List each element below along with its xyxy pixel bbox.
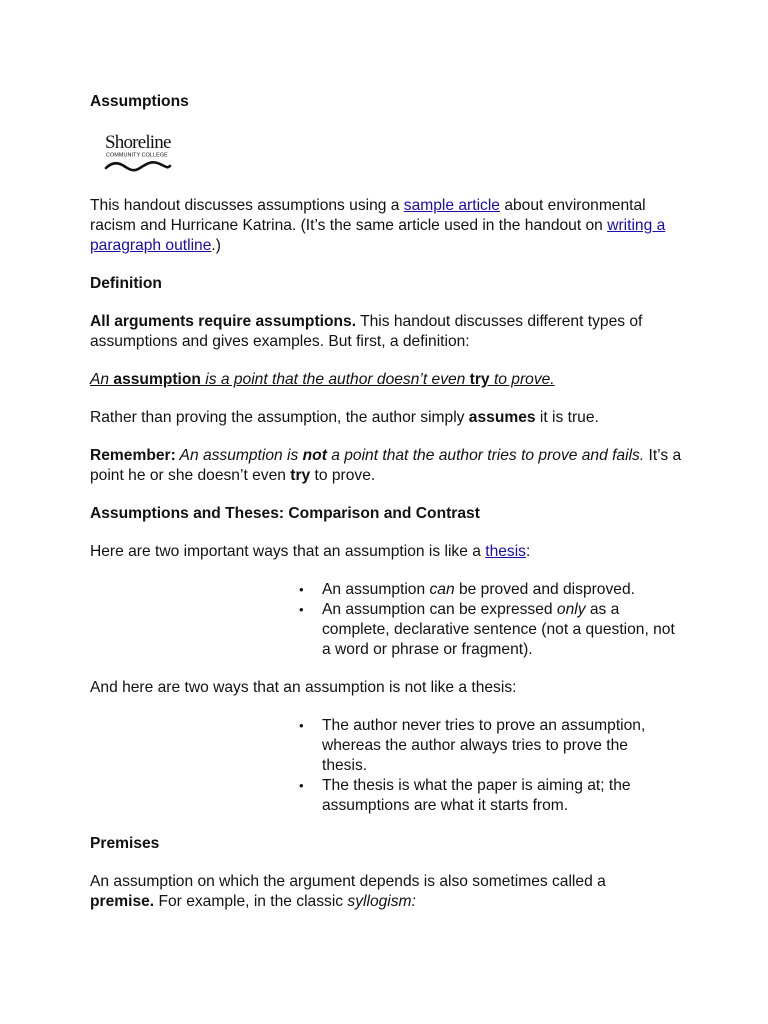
remember-try: try (290, 467, 311, 484)
logo-wordmark: Shoreline (105, 132, 171, 153)
definition-text-2: is a point that the author doesn’t even (200, 371, 470, 388)
definition-text-1: An (90, 371, 114, 388)
definition-statement (90, 370, 690, 390)
assumes-paragraph (90, 408, 690, 428)
page-title: Assumptions (90, 93, 189, 110)
like-thesis-paragraph (90, 542, 690, 562)
syllogism-italic: syllogism: (347, 893, 416, 910)
premises-heading: Premises (90, 835, 160, 852)
list-item: • The thesis is what the paper is aiming at; the assumptions are what it starts from. (90, 776, 690, 816)
remember-label: Remember: (90, 447, 176, 464)
comparison-heading: Assumptions and Theses: Comparison and Contrast (90, 505, 480, 522)
intro-text-1: This handout discusses assumptions using a (90, 197, 404, 214)
shoreline-logo (104, 130, 174, 176)
like-thesis-list (90, 580, 690, 660)
assumes-text-1: Rather than proving the assumption, the author simply (90, 409, 469, 426)
remember-italic-2: a point that the author tries to prove and fails. (326, 447, 645, 464)
intro-text-2: about environmental racism and Hurricane Katrina. (It’s the same article used in the handout on (90, 197, 646, 234)
like-text-1: Here are two important ways that an assumption is like a (90, 543, 486, 560)
definition-try: try (469, 371, 490, 388)
intro-paragraph (90, 196, 690, 256)
remember-italic-1: An assumption is (175, 447, 303, 464)
arguments-rest-text: This handout discusses different types of assumptions and gives examples. But first, a definition: (90, 313, 643, 350)
arguments-paragraph (90, 312, 690, 352)
list-item: • The author never tries to prove an assumption, whereas the author always tries to prove the thesis. (90, 716, 690, 776)
definition-term: assumption (113, 371, 201, 388)
definition-heading: Definition (90, 275, 162, 292)
document-body (90, 92, 690, 930)
list-item: • An assumption can be proved and disproved. (90, 580, 690, 600)
paragraph-outline-link[interactable]: writing a paragraph outline (90, 217, 666, 254)
unlike-thesis-paragraph: And here are two ways that an assumption is not like a thesis: (90, 679, 517, 696)
assumes-text-2: it is true. (535, 409, 599, 426)
logo-swoosh (106, 162, 170, 170)
definition-text-3: to prove. (489, 371, 555, 388)
premises-paragraph (90, 872, 650, 912)
remember-not: not (302, 447, 327, 464)
remember-text-2: to prove. (310, 467, 376, 484)
remember-text-1: It’s a point he or she doesn’t even (90, 447, 682, 484)
list-item: • An assumption can be expressed only as a complete, declarative sentence (not a question, not a word or phrase or fragment). (90, 600, 690, 660)
premise-bold: premise. (90, 893, 155, 910)
premises-text-1: An assumption on which the argument depends is also sometimes called a (90, 873, 606, 890)
logo-subtitle: COMMUNITY COLLEGE (106, 152, 168, 159)
remember-paragraph (90, 446, 690, 486)
sample-article-link[interactable]: sample article (403, 197, 500, 214)
arguments-bold-text: All arguments require assumptions. (90, 313, 357, 330)
premises-text-2: For example, in the classic (154, 893, 348, 910)
like-text-2: : (525, 543, 531, 560)
intro-text-3: .) (211, 237, 221, 254)
unlike-thesis-list (90, 716, 690, 816)
thesis-link[interactable]: thesis (485, 543, 526, 560)
assumes-bold: assumes (468, 409, 536, 426)
